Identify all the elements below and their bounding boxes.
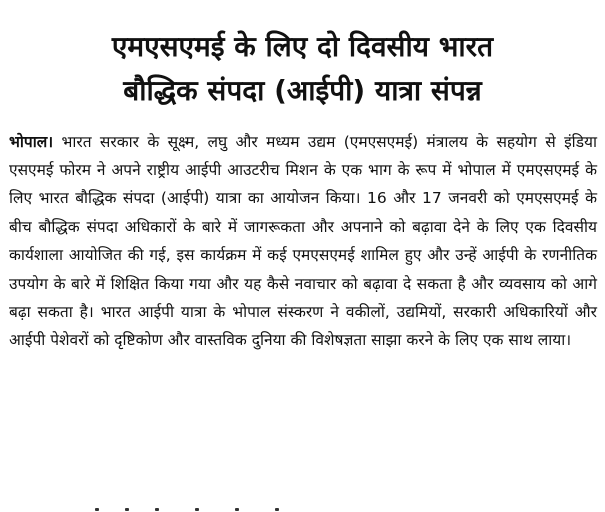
- cut-text-fragment: [125, 508, 129, 511]
- cut-text-fragment: [235, 508, 239, 511]
- article-body: [9, 128, 597, 355]
- next-line-cut-off: [95, 504, 295, 512]
- cut-text-fragment: [275, 508, 279, 511]
- cut-text-fragment: [195, 508, 199, 511]
- cut-text-fragment: [95, 508, 99, 511]
- article-headline: [0, 25, 605, 113]
- headline-line-2: बौद्धिक संपदा (आईपी) यात्रा संपन्न: [123, 74, 482, 108]
- dateline: भोपाल।: [9, 132, 54, 151]
- headline-line-1: एमएसएमई के लिए दो दिवसीय भारत: [111, 30, 494, 64]
- article-body-text: भारत सरकार के सूक्ष्म, लघु और मध्यम उद्यम (एमएसएमई) मंत्रालय के सहयोग से इंडिया एसएमई फोरम ने अपने राष्ट्रीय आईपी आउटरीच मिशन के एक भाग के रूप में भोपाल में एमएसएमई के लिए भारत बौद्धिक संपदा (आईपी) यात्रा का आयोजन किया। 16 और 17 जनवरी को एमएसएमई के बीच बौद्धिक संपदा अधिकारों के बारे में जागरूकता और अपनाने को बढ़ावा देने के लिए एक दिवसीय कार्यशाला आयोजित की गई, इस कार्यक्रम में कई एमएसएमई शामिल हुए और उन्हें आईपी के रणनीतिक उपयोग के बारे में शिक्षित किया गया और यह कैसे नवाचार को बढ़ावा दे सकता है और व्यवसाय को आगे बढ़ा सकता है। भारत आईपी यात्रा के भोपाल संस्करण ने वकीलों, उद्यमियों, सरकारी अधिकारियों और आईपी पेशेवरों को दृष्टिकोण और वास्तविक दुनिया की विशेषज्ञता साझा करने के लिए एक साथ लाया।: [9, 132, 597, 350]
- cut-text-fragment: [155, 508, 159, 511]
